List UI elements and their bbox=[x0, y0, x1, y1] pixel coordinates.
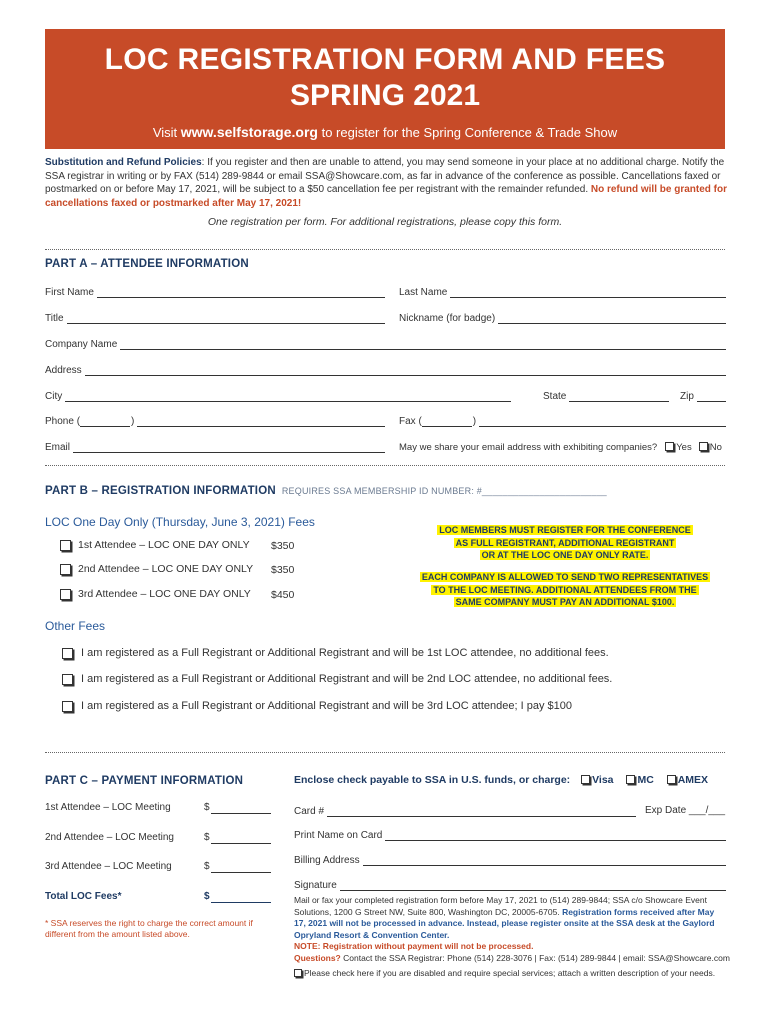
checkbox-icon[interactable] bbox=[581, 775, 590, 784]
checkbox-icon[interactable] bbox=[62, 701, 73, 712]
fee-option-2[interactable]: 2nd Attendee – LOC ONE DAY ONLY bbox=[60, 563, 253, 575]
loc-members-notice: LOC MEMBERS MUST REGISTER FOR THE CONFERENCE AS FULL REGISTRANT, ADDITIONAL REGISTRANT OR AT THE LOC ONE DAY ONLY RATE. bbox=[439, 525, 691, 560]
total-fees-amount: $ bbox=[204, 891, 210, 902]
payment-row-3-label: 3rd Attendee – LOC Meeting bbox=[45, 861, 172, 872]
form-title: LOC REGISTRATION FORM AND FEES bbox=[104, 43, 666, 76]
asterisk-note: * SSA reserves the right to charge the correct amount if different from the amount listed above. bbox=[45, 918, 253, 939]
payment-row-1-input[interactable] bbox=[211, 813, 271, 814]
checkbox-icon[interactable] bbox=[60, 564, 71, 575]
payment-row-2-input[interactable] bbox=[211, 843, 271, 844]
questions-line: Questions? Contact the SSA Registrar: Phone (514) 228-3076 | Fax: (514) 289-9844 | email: SSA@Showcare.com bbox=[294, 953, 730, 963]
fax-field[interactable]: Fax ( ) bbox=[399, 413, 726, 427]
divider bbox=[45, 465, 725, 466]
checkbox-icon[interactable] bbox=[667, 775, 676, 784]
divider bbox=[45, 752, 725, 753]
phone-field[interactable]: Phone ( ) bbox=[45, 413, 385, 427]
checkbox-icon[interactable] bbox=[294, 969, 302, 977]
fee-price-3: $450 bbox=[271, 589, 295, 601]
payment-row-2-amount: $ bbox=[204, 832, 210, 843]
website-link[interactable]: www.selfstorage.org bbox=[180, 124, 318, 140]
checkbox-icon[interactable] bbox=[699, 442, 708, 451]
membership-id-field[interactable]: REQUIRES SSA MEMBERSHIP ID NUMBER: #________________________ bbox=[281, 486, 607, 496]
other-fee-option-3[interactable]: I am registered as a Full Registrant or Additional Registrant and will be 3rd LOC attendee; I pay $100 bbox=[62, 700, 572, 712]
email-field[interactable]: Email bbox=[45, 439, 385, 453]
checkbox-icon[interactable] bbox=[665, 442, 674, 451]
zip-field[interactable]: Zip bbox=[680, 388, 726, 402]
payment-method-line: Enclose check payable to SSA in U.S. funds, or charge: Visa MC AMEX bbox=[294, 774, 709, 786]
first-name-field[interactable]: First Name bbox=[45, 284, 385, 298]
header-banner bbox=[45, 29, 725, 149]
payment-row-1-amount: $ bbox=[204, 802, 210, 813]
checkbox-icon[interactable] bbox=[62, 648, 73, 659]
total-fees-label: Total LOC Fees* bbox=[45, 891, 122, 902]
other-fees-heading: Other Fees bbox=[45, 619, 106, 633]
company-limit-notice: EACH COMPANY IS ALLOWED TO SEND TWO REPRESENTATIVES TO THE LOC MEETING. ADDITIONAL ATTENDEES FROM THE SAME COMPANY MUST PAY AN ADDITIONAL $100. bbox=[421, 572, 709, 607]
mailing-instructions: Mail or fax your completed registration form before May 17, 2021 to (514) 289-9844; SSA c/o Showcare Event Solutions, 1200 G Street NW, Suite 800, Washington DC, 20005-6705. Registration forms received after May 17, 2021 will not be processed in advance. Instead, please register onsite at the SSA desk at the Gaylord Opryland Resort & Convention Center. NOTE: Registration without payment will not be processed. bbox=[294, 895, 715, 951]
checkbox-icon[interactable] bbox=[62, 674, 73, 685]
visit-line: Visit www.selfstorage.org to register for the Spring Conference & Trade Show bbox=[152, 124, 618, 140]
form-subtitle: SPRING 2021 bbox=[289, 79, 481, 112]
payment-row-1-label: 1st Attendee – LOC Meeting bbox=[45, 802, 171, 813]
company-name-field[interactable]: Company Name bbox=[45, 336, 726, 350]
fee-option-1[interactable]: 1st Attendee – LOC ONE DAY ONLY bbox=[60, 539, 250, 551]
address-field[interactable]: Address bbox=[45, 362, 726, 376]
other-fee-option-1[interactable]: I am registered as a Full Registrant or Additional Registrant and will be 1st LOC attendee, no additional fees. bbox=[62, 647, 609, 659]
city-field[interactable]: City bbox=[45, 388, 511, 402]
checkbox-icon[interactable] bbox=[60, 540, 71, 551]
share-yes-option[interactable]: Yes bbox=[663, 442, 692, 453]
disabled-services-option[interactable]: Please check here if you are disabled and require special services; attach a written description of your needs. bbox=[294, 968, 715, 979]
last-name-field[interactable]: Last Name bbox=[399, 284, 726, 298]
share-no-option[interactable]: No bbox=[697, 442, 722, 453]
amex-option[interactable]: AMEX bbox=[665, 774, 708, 786]
part-a-title: PART A – ATTENDEE INFORMATION bbox=[45, 258, 249, 270]
fee-option-3[interactable]: 3rd Attendee – LOC ONE DAY ONLY bbox=[60, 588, 251, 600]
part-c-title: PART C – PAYMENT INFORMATION bbox=[45, 775, 244, 787]
payment-row-3-amount: $ bbox=[204, 861, 210, 872]
checkbox-icon[interactable] bbox=[626, 775, 635, 784]
payment-row-3-input[interactable] bbox=[211, 872, 271, 873]
loc-fees-heading: LOC One Day Only (Thursday, June 3, 2021) Fees bbox=[45, 515, 315, 529]
title-field[interactable]: Title bbox=[45, 310, 385, 324]
billing-address-field[interactable]: Billing Address bbox=[294, 852, 726, 866]
checkbox-icon[interactable] bbox=[60, 589, 71, 600]
print-name-field[interactable]: Print Name on Card bbox=[294, 827, 726, 841]
one-per-form-note: One registration per form. For additional registrations, please copy this form. bbox=[207, 216, 563, 228]
part-b-title: PART B – REGISTRATION INFORMATION REQUIRES SSA MEMBERSHIP ID NUMBER: #________________________ bbox=[45, 485, 607, 497]
signature-field[interactable]: Signature bbox=[294, 877, 726, 891]
other-fee-option-2[interactable]: I am registered as a Full Registrant or Additional Registrant and will be 2nd LOC attendee, no additional fees. bbox=[62, 673, 612, 685]
card-number-field[interactable]: Card # bbox=[294, 803, 636, 817]
fee-price-1: $350 bbox=[271, 540, 295, 552]
share-email-question: May we share your email address with exhibiting companies? Yes No bbox=[399, 442, 722, 453]
visa-option[interactable]: Visa bbox=[579, 774, 613, 786]
divider bbox=[45, 249, 725, 250]
total-fees-input[interactable] bbox=[211, 902, 271, 903]
refund-policy: Substitution and Refund Policies: If you register and then are unable to attend, you may send someone in your place at no additional charge. Notify the SSA registrar in writing or by FAX (514) 289-9844 or email SSA@Showcare.com, as far in advance of the conference as possible. Cancellations faxed or postmarked on or before May 17, 2021, will be subject to a $50 cancellation fee per registrant with the remainder refunded. No refund will be granted for cancellations faxed or postmarked after May 17, 2021! bbox=[45, 157, 727, 209]
state-field[interactable]: State bbox=[543, 388, 669, 402]
mc-option[interactable]: MC bbox=[624, 774, 653, 786]
exp-date-field[interactable]: Exp Date ___/___ bbox=[645, 805, 726, 816]
fee-price-2: $350 bbox=[271, 564, 295, 576]
payment-row-2-label: 2nd Attendee – LOC Meeting bbox=[45, 832, 174, 843]
nickname-field[interactable]: Nickname (for badge) bbox=[399, 310, 726, 324]
